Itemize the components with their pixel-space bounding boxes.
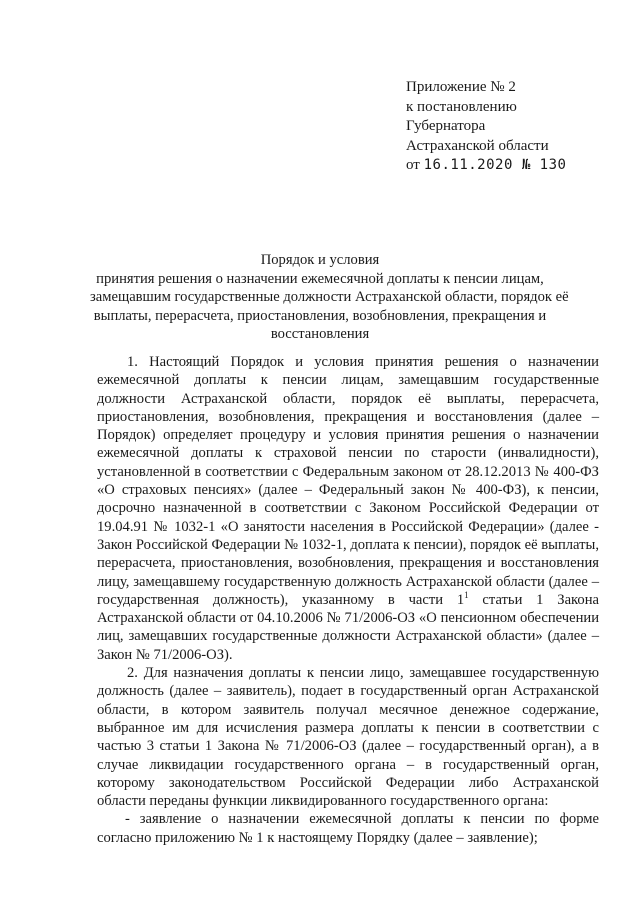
appendix-date — [406, 156, 566, 176]
appendix-date-prefix: от — [406, 157, 420, 173]
title-line-3: замещавшим государственные должности Астраханской области, порядок её — [90, 289, 569, 306]
title-line-1: Порядок и условия — [260, 252, 380, 268]
paragraph-3-list-item: - заявление о назначении ежемесячной доплаты к пенсии по форме согласно приложению № 1 к настоящему Порядку (далее – заявление); — [97, 811, 599, 846]
appendix-reference: к постановлению — [406, 98, 517, 115]
appendix-header — [406, 78, 566, 176]
paragraph-1-superscript: 1 — [464, 590, 469, 600]
appendix-governor: Губернатора — [406, 118, 486, 134]
appendix-date-stamp: 16.11.2020 № 130 — [423, 157, 567, 173]
appendix-number: Приложение № 2 — [406, 79, 516, 95]
appendix-region: Астраханской области — [406, 137, 549, 154]
paragraph-2: 2. Для назначения доплаты к пенсии лицо, замещавшее государственную должность (далее – заявитель), подает в государственный орган Астраханской области, в котором заявитель получал месячное денежное содержание, выбранное им для исчисления размера доплаты к пенсии в соответствии с частью 3 статьи 1 Закона № 71/2006-ОЗ (далее – государственный орган), а в случае ликвидации государственного органа – в государственный орган, которому законодательством Российской Федерации либо Астраханской области переданы функции ликвидированного государственного органа: — [97, 665, 599, 810]
paragraph-1-text: 1. Настоящий Порядок и условия принятия решения о назначении ежемесячной доплаты к пенсии лицам, замещавшим государственные должности Астраханской области, порядок её выплаты, перерасчета, приостановления, возобновления, прекращения и восстановления (далее – Порядок) определяет процедуру и условия принятия решения о назначении ежемесячной доплаты к страховой пенсии по старости (инвалидности), установленной в соответствии с Федеральным законом от 28.12.2013 № 400-ФЗ «О страховых пенсиях» (далее – Федеральный закон № 400-ФЗ), к пенсии, досрочно назначенной в соответствии с Законом Российской Федерации от 19.04.91 № 1032-1 «О занятости населения в Российской Федерации» (далее - Закон Российской Федерации № 1032-1, доплата к пенсии), порядок её выплаты, перерасчета, приостановления, возобновления, прекращения и восстановления лицу, замещавшему государственную должность Астраханской области (далее – государственная должность), указанному в части 1 — [97, 354, 599, 608]
document-body — [97, 353, 599, 847]
paragraph-1-text-continued: статьи 1 Закона Астраханской области от 04.10.2006 № 71/2006-ОЗ «О пенсионном обеспечении лиц, замещавших государственные должности Астраханской области» (далее – Закон № 71/2006-ОЗ). — [97, 591, 599, 663]
title-line-5: восстановления — [270, 326, 370, 343]
document-title — [90, 251, 569, 344]
title-line-2: принятия решения о назначении ежемесячной доплаты к пенсии лицам, — [96, 270, 544, 287]
title-line-4: выплаты, перерасчета, приостановления, возобновления, прекращения и — [93, 307, 547, 324]
paragraph-1 — [97, 353, 599, 664]
